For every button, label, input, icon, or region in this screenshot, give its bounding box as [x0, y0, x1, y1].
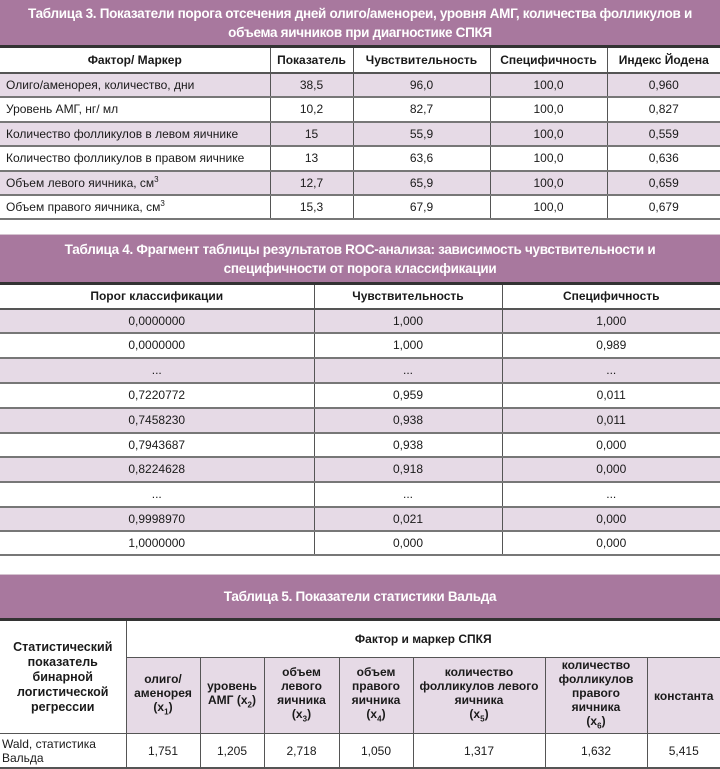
table-row [0, 122, 720, 146]
cell-sensitivity: 55,9 [353, 122, 490, 146]
cell-threshold: ... [0, 358, 314, 383]
cell-threshold: 0,7220772 [0, 383, 314, 408]
cell-sensitivity: 65,9 [353, 171, 490, 195]
cell-threshold: 0,7943687 [0, 433, 314, 457]
col-header-sensitivity: Чувствительность [353, 47, 490, 73]
corner-header: Статистический показатель бинарной логистической регрессии [0, 620, 126, 734]
col-sub: 6 [597, 721, 602, 731]
cell-value: 5,415 [647, 734, 720, 768]
cell-factor: Олиго/аменорея, количество, дни [0, 73, 270, 97]
table-row [0, 309, 720, 333]
table-3-title [0, 0, 720, 45]
col-header-x6: количество фолликулов правого яичника $(x_6)$ [545, 658, 647, 734]
table-5-title-text: Таблица 5. Показатели статистики Вальда [223, 589, 497, 604]
cell-specificity: 100,0 [490, 195, 607, 219]
table-row [0, 507, 720, 531]
cell-youden: 0,659 [607, 171, 720, 195]
cell-sensitivity: 82,7 [353, 97, 490, 122]
col-var: x [473, 707, 481, 721]
table-5-grid [0, 618, 720, 769]
cell-specificity: 0,011 [502, 383, 720, 408]
cell-sensitivity: 1,000 [314, 309, 502, 333]
col-label: объем левого яичника [277, 665, 326, 707]
col-header-specificity: Специфичность [490, 47, 607, 73]
cell-specificity: 100,0 [490, 146, 607, 171]
cell-sensitivity: 0,918 [314, 457, 502, 482]
table-row [0, 333, 720, 358]
cell-value: 15 [270, 122, 353, 146]
table-3 [0, 0, 720, 220]
col-label: уровень АМГ [207, 679, 257, 707]
cell-factor-text: Объем правого яичника, см [6, 200, 161, 214]
cell-factor: Количество фолликулов в правом яичнике [0, 146, 270, 171]
cell-sensitivity: 67,9 [353, 195, 490, 219]
superscript: 3 [160, 199, 165, 208]
col-label: олиго/ аменорея [134, 672, 192, 700]
col-header-factor: Фактор/ Маркер [0, 47, 270, 73]
cell-sensitivity: 0,000 [314, 531, 502, 555]
col-header-x4: объем правого яичника $(x_4)$ [339, 658, 413, 734]
cell-value: 10,2 [270, 97, 353, 122]
cell-specificity: 100,0 [490, 122, 607, 146]
cell-specificity: 100,0 [490, 97, 607, 122]
cell-factor [0, 195, 270, 219]
col-sub: 3 [302, 714, 308, 724]
cell-value: 38,5 [270, 73, 353, 97]
cell-value: 1,205 [200, 734, 264, 768]
table-row [0, 433, 720, 457]
cell-youden: 0,679 [607, 195, 720, 219]
table-row [0, 482, 720, 507]
cell-specificity: ... [502, 358, 720, 383]
cell-value: 15,3 [270, 195, 353, 219]
cell-specificity: 0,000 [502, 507, 720, 531]
group-header: Фактор и маркер СПКЯ [126, 620, 720, 658]
table-3-header-row [0, 47, 720, 73]
cell-threshold: 0,8224628 [0, 457, 314, 482]
col-label: количество фолликулов левого яичника [419, 665, 539, 707]
cell-youden: 0,559 [607, 122, 720, 146]
cell-youden: 0,827 [607, 97, 720, 122]
cell-sensitivity: ... [314, 358, 502, 383]
superscript: 3 [154, 175, 159, 184]
cell-specificity: 100,0 [490, 171, 607, 195]
table-row [0, 195, 720, 219]
table-3-grid [0, 45, 720, 220]
table-4-title-text: Таблица 4. Фрагмент таблицы результатов ROC-анализа: зависимость чувствительности и специфичности от порога классификации [64, 241, 656, 276]
cell-threshold: ... [0, 482, 314, 507]
col-sub: 4 [377, 714, 382, 724]
cell-sensitivity: 1,000 [314, 333, 502, 358]
cell-specificity: 0,011 [502, 408, 720, 433]
table-row [0, 146, 720, 171]
col-var: x [590, 714, 598, 728]
col-var: x [370, 707, 378, 721]
col-sub: 5 [480, 714, 485, 724]
cell-value: 1,751 [126, 734, 200, 768]
cell-value: 1,317 [413, 734, 545, 768]
cell-value: 12,7 [270, 171, 353, 195]
col-label: количество фолликулов правого яичника [558, 658, 634, 714]
cell-value: 13 [270, 146, 353, 171]
table-row [0, 171, 720, 195]
table-4-header-row [0, 284, 720, 309]
cell-threshold: 0,0000000 [0, 309, 314, 333]
col-header-constant: константа [647, 658, 720, 734]
col-var: x [240, 693, 248, 707]
cell-sensitivity: ... [314, 482, 502, 507]
col-header-specificity: Специфичность [502, 284, 720, 309]
cell-factor: Уровень АМГ, нг/ мл [0, 97, 270, 122]
col-header-x3: объем левого яичника $(x_3)$ [264, 658, 339, 734]
cell-sensitivity: 0,959 [314, 383, 502, 408]
cell-factor [0, 171, 270, 195]
cell-sensitivity: 0,938 [314, 408, 502, 433]
cell-youden: 0,960 [607, 73, 720, 97]
cell-specificity: ... [502, 482, 720, 507]
table-3-title-text: Таблица 3. Показатели порога отсечения дней олиго/аменореи, уровня АМГ, количества фолликулов и объема яичников при диагностике СПКЯ [27, 5, 693, 40]
col-header-youden: Индекс Йодена [607, 47, 720, 73]
cell-threshold: 0,7458230 [0, 408, 314, 433]
cell-sensitivity: 96,0 [353, 73, 490, 97]
cell-specificity: 1,000 [502, 309, 720, 333]
cell-specificity: 0,000 [502, 433, 720, 457]
table-row [0, 97, 720, 122]
cell-factor-text: Объем левого яичника, см [6, 176, 155, 190]
cell-youden: 0,636 [607, 146, 720, 171]
col-label: объем правого яичника [351, 665, 401, 707]
table-row [0, 734, 720, 768]
col-header-value: Показатель [270, 47, 353, 73]
cell-threshold: 0,9998970 [0, 507, 314, 531]
table-4 [0, 234, 720, 556]
col-var: x [295, 707, 303, 721]
cell-sensitivity: 0,938 [314, 433, 502, 457]
table-row [0, 73, 720, 97]
table-row [0, 383, 720, 408]
table-5-title [0, 574, 720, 618]
cell-sensitivity: 63,6 [353, 146, 490, 171]
cell-value: 1,632 [545, 734, 647, 768]
cell-row-label: Wald, статистика Вальда [0, 734, 126, 768]
cell-factor: Количество фолликулов в левом яичнике [0, 122, 270, 146]
table-4-grid [0, 282, 720, 556]
cell-specificity: 100,0 [490, 73, 607, 97]
table-row [0, 457, 720, 482]
col-var: x [157, 700, 165, 714]
table-5 [0, 574, 720, 769]
cell-specificity: 0,989 [502, 333, 720, 358]
cell-specificity: 0,000 [502, 531, 720, 555]
cell-specificity: 0,000 [502, 457, 720, 482]
table-row [0, 408, 720, 433]
col-header-x5: количество фолликулов левого яичника $(x_5)$ [413, 658, 545, 734]
table-row [0, 531, 720, 555]
col-header-sensitivity: Чувствительность [314, 284, 502, 309]
cell-threshold: 1,0000000 [0, 531, 314, 555]
table-4-title [0, 234, 720, 282]
col-header-threshold: Порог классификации [0, 284, 314, 309]
col-sub: 2 [247, 700, 252, 710]
col-sub: 1 [164, 707, 169, 717]
cell-value: 1,050 [339, 734, 413, 768]
cell-sensitivity: 0,021 [314, 507, 502, 531]
cell-threshold: 0,0000000 [0, 333, 314, 358]
table-5-group-header-row [0, 620, 720, 658]
table-row [0, 358, 720, 383]
col-header-x2: уровень АМГ $(x_2)$ [200, 658, 264, 734]
col-header-x1: олиго/ аменорея $(x_1)$ [126, 658, 200, 734]
cell-value: 2,718 [264, 734, 339, 768]
